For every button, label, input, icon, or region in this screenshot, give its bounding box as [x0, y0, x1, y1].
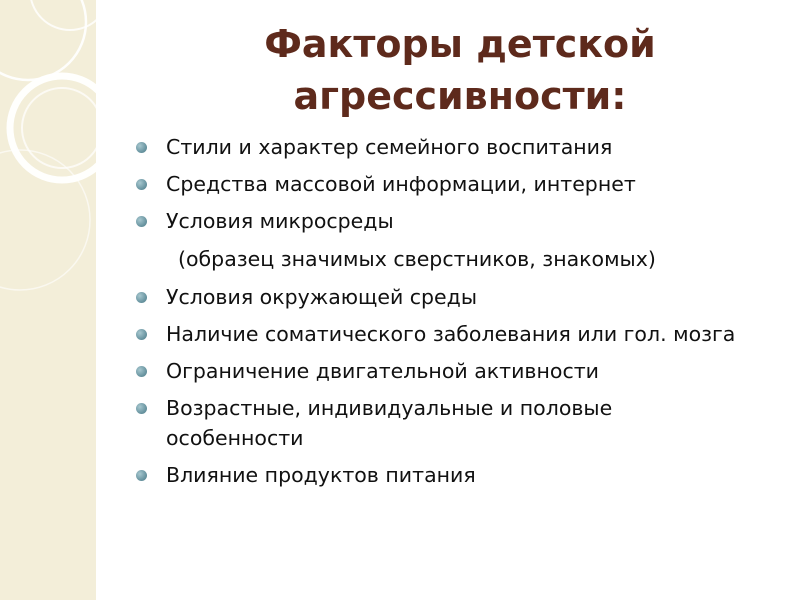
round-bullet-icon — [136, 366, 147, 377]
title-line-2: агрессивности: — [293, 74, 627, 118]
round-bullet-icon — [136, 292, 147, 303]
round-bullet-icon — [136, 142, 147, 153]
title-line-1: Факторы детской — [264, 22, 656, 66]
list-item-text: Условия микросреды — [166, 209, 394, 233]
list-item — [136, 282, 776, 312]
slide-title — [200, 18, 720, 122]
list-item-text: Наличие соматического заболевания или гол. мозга — [166, 322, 736, 346]
list-item-text: (образец значимых сверстников, знакомых) — [178, 247, 656, 271]
list-item — [136, 132, 776, 162]
list-item-text: Средства массовой информации, интернет — [166, 172, 636, 196]
round-bullet-icon — [136, 470, 147, 481]
list-item-text: Влияние продуктов питания — [166, 463, 476, 487]
round-bullet-icon — [136, 179, 147, 190]
list-item — [136, 206, 776, 236]
round-bullet-icon — [136, 329, 147, 340]
list-item-text: Ограничение двигательной активности — [166, 359, 599, 383]
bullet-list — [136, 132, 776, 497]
round-bullet-icon — [136, 216, 147, 227]
decorative-side-panel — [0, 0, 96, 600]
list-item — [136, 169, 776, 199]
list-item — [136, 356, 776, 386]
list-item-text: Стили и характер семейного воспитания — [166, 135, 613, 159]
round-bullet-icon — [136, 403, 147, 414]
list-item-continuation — [136, 244, 776, 274]
list-item — [136, 393, 686, 453]
list-item-text: Возрастные, индивидуальные и половые особенности — [166, 396, 613, 450]
list-item-text: Условия окружающей среды — [166, 285, 478, 309]
list-item — [136, 319, 776, 349]
list-item — [136, 460, 776, 490]
decorative-rings-icon — [0, 0, 96, 600]
